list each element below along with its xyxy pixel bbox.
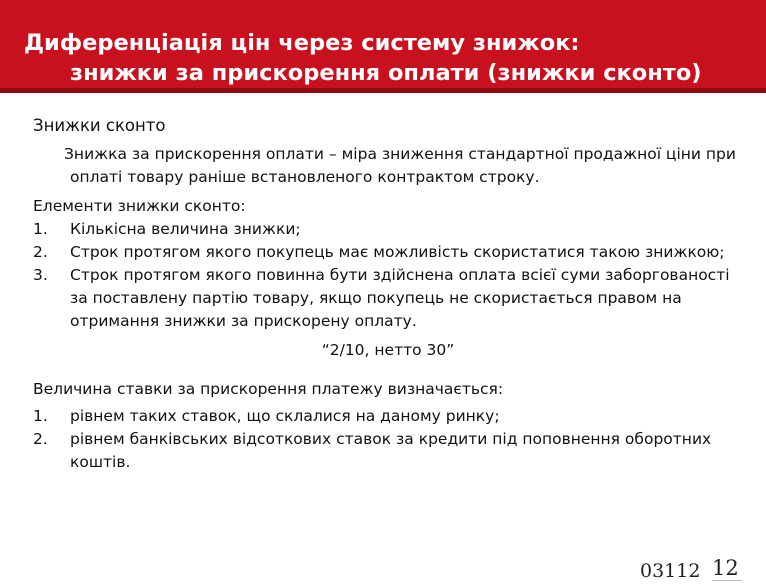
list-item-number: 2. bbox=[33, 430, 48, 448]
rate-list bbox=[33, 405, 743, 474]
slide-body bbox=[33, 114, 743, 474]
list-item-text: Строк протягом якого повинна бути здійснена оплата всієї суми заборгованості за поставлену партію товару, якщо покупець не скористається правом на отримання знижки за прискорену оплату. bbox=[70, 266, 730, 330]
list-item bbox=[33, 428, 743, 474]
list-item-number: 1. bbox=[33, 407, 48, 425]
example-terms: “2/10, нетто 30” bbox=[321, 341, 455, 359]
slide-title bbox=[24, 28, 754, 88]
list-item-text: Кількісна величина знижки; bbox=[70, 220, 301, 238]
header-divider bbox=[0, 88, 766, 93]
list-item bbox=[33, 405, 743, 428]
list-item bbox=[33, 264, 743, 333]
slide-title-line1: Диференціація цін через систему знижок: bbox=[24, 30, 580, 56]
section-subtitle: Знижки сконто bbox=[33, 116, 166, 135]
list-item-text: Строк протягом якого покупець має можливість скористатися такою знижкою; bbox=[70, 243, 725, 261]
list-item-text: рівнем таких ставок, що склалися на даному ринку; bbox=[70, 407, 500, 425]
list-item-number: 1. bbox=[33, 220, 48, 238]
list-item-number: 2. bbox=[33, 243, 48, 261]
slide-title-line2: знижки за прискорення оплати (знижки сконто) bbox=[70, 60, 702, 86]
slide-header bbox=[0, 0, 766, 88]
footer-underline bbox=[712, 580, 742, 581]
elements-heading: Елементи знижки сконто: bbox=[33, 197, 246, 215]
list-item bbox=[33, 218, 743, 241]
elements-list bbox=[33, 218, 743, 333]
list-item-text: рівнем банківських відсоткових ставок за кредити під поповнення оборотних коштів. bbox=[70, 430, 712, 471]
page-number: 12 bbox=[712, 556, 739, 580]
list-item-number: 3. bbox=[33, 266, 48, 284]
list-item bbox=[33, 241, 743, 264]
rate-heading: Величина ставки за прискорення платежу визначається: bbox=[33, 380, 504, 398]
definition-paragraph: Знижка за прискорення оплати – міра зниження стандартної продажної ціни при оплаті товару раніше встановленого контрактом строку. bbox=[64, 145, 736, 186]
footer-code: 03112 bbox=[640, 560, 701, 582]
